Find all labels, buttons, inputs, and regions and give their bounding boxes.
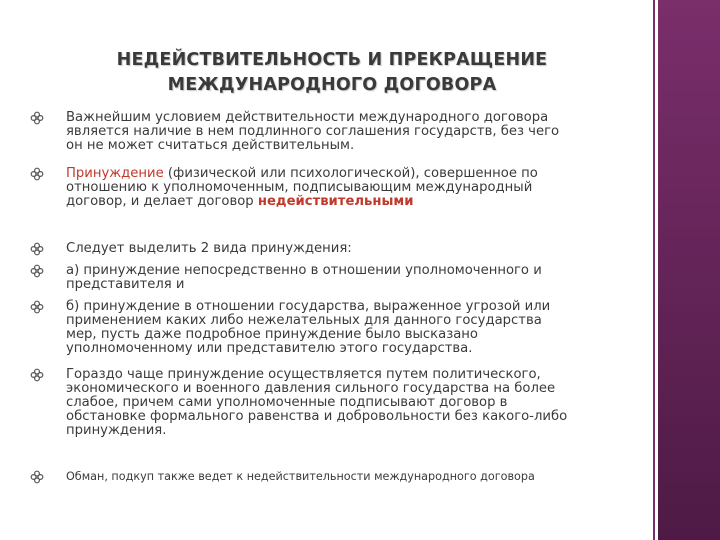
- flower-bullet-icon: [30, 264, 44, 278]
- item-line: Гораздо чаще принуждение осуществляется путем политического,: [66, 367, 541, 382]
- flower-bullet-icon: [30, 368, 44, 382]
- item-line: отношению к уполномоченным, подписывающим международный: [66, 180, 533, 195]
- item-line: Следует выделить 2 вида принуждения:: [66, 241, 352, 256]
- item-line: б) принуждение в отношении государства, выраженное угрозой или: [66, 299, 551, 314]
- item-line-start: договор, и делает договор: [66, 194, 258, 209]
- title-line-1: НЕДЕЙСТВИТЕЛЬНОСТЬ И ПРЕКРАЩЕНИЕ: [116, 50, 548, 70]
- item-line: он не может считаться действительным.: [66, 138, 355, 153]
- item-line: уполномоченному или представителю этого государства.: [66, 341, 473, 356]
- flower-bullet-icon: [30, 470, 44, 484]
- item-line: представителя и: [66, 277, 185, 292]
- item-line: является наличие в нем подлинного соглашения государств, без чего: [66, 124, 560, 139]
- title-line-2: МЕЖДУНАРОДНОГО ДОГОВОРА: [167, 75, 497, 95]
- item-line: [66, 195, 591, 209]
- item-line: слабое, причем сами уполномоченные подписывают договор в: [66, 395, 508, 410]
- item-line: мер, пусть даже подробное принуждение было высказано: [66, 327, 478, 342]
- side-band: [658, 0, 720, 540]
- side-divider-line: [653, 0, 655, 540]
- item-line-rest: (физической или психологической), совершенное по: [163, 166, 538, 181]
- item-line: экономического и военного давления сильного государства на более: [66, 381, 556, 396]
- item-line: Обман, подкуп также ведет к недействительности международного договора: [66, 470, 535, 483]
- item-line: Важнейшим условием действительности международного договора: [66, 110, 549, 125]
- flower-bullet-icon: [30, 167, 44, 181]
- item-line: обстановке формального равенства и добровольности без какого-либо: [66, 409, 568, 424]
- accent-term-bold: недействительными: [257, 194, 414, 209]
- item-line: применением каких либо нежелательных для данного государства: [66, 313, 542, 328]
- item-line: а) принуждение непосредственно в отношении уполномоченного и: [66, 263, 542, 278]
- accent-term: Принуждение: [66, 166, 164, 181]
- flower-bullet-icon: [30, 242, 44, 256]
- flower-bullet-icon: [30, 111, 44, 125]
- item-line: [66, 167, 591, 181]
- item-line: принуждения.: [66, 423, 167, 438]
- flower-bullet-icon: [30, 300, 44, 314]
